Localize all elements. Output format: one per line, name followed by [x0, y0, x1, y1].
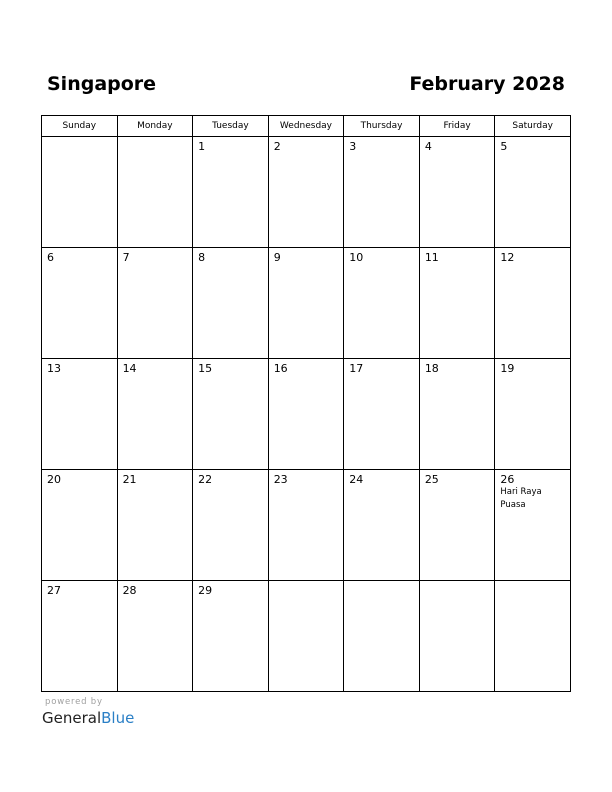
- weekday-header: Monday: [117, 116, 193, 137]
- day-cell: [344, 470, 420, 581]
- day-cell: [268, 137, 344, 248]
- day-number: [495, 581, 570, 584]
- day-cell: [117, 137, 193, 248]
- day-cell: [419, 248, 495, 359]
- day-cell: [268, 248, 344, 359]
- powered-by-text: powered by: [45, 697, 103, 707]
- day-cell: [193, 470, 269, 581]
- day-cell: [419, 581, 495, 692]
- day-number: [42, 137, 117, 140]
- day-cell: [419, 470, 495, 581]
- day-number: 23: [273, 473, 288, 486]
- day-number: 22: [198, 473, 213, 486]
- day-number: 21: [122, 473, 137, 486]
- day-number: 6: [47, 251, 54, 264]
- day-number: [344, 581, 419, 584]
- day-cell: [42, 359, 118, 470]
- generalblue-logo[interactable]: [42, 709, 134, 727]
- weekday-header: Saturday: [495, 116, 571, 137]
- weekday-header: Thursday: [344, 116, 420, 137]
- brand-name-part2: Blue: [101, 709, 135, 727]
- day-number: 20: [47, 473, 61, 486]
- day-number: 14: [122, 362, 137, 375]
- day-number: 11: [424, 251, 439, 264]
- day-cell: [193, 359, 269, 470]
- day-number: 4: [424, 140, 432, 153]
- weekday-header: Sunday: [42, 116, 118, 137]
- weekday-header: Tuesday: [193, 116, 269, 137]
- day-cell: [268, 581, 344, 692]
- day-number: 19: [500, 362, 515, 375]
- day-cell: [193, 581, 269, 692]
- day-cell: [268, 359, 344, 470]
- week-row: [42, 470, 571, 581]
- day-number: 5: [500, 140, 508, 153]
- day-number: 28: [122, 584, 137, 597]
- day-number: 9: [273, 251, 281, 264]
- day-cell: [495, 359, 571, 470]
- day-cell: [419, 137, 495, 248]
- day-cell: [344, 581, 420, 692]
- day-cell: [268, 470, 344, 581]
- day-cell: [344, 137, 420, 248]
- day-number: 16: [273, 362, 288, 375]
- day-number: 24: [349, 473, 364, 486]
- week-row: [42, 581, 571, 692]
- day-cell: [495, 248, 571, 359]
- day-cell: [42, 137, 118, 248]
- day-cell: [117, 359, 193, 470]
- day-number: 25: [424, 473, 439, 486]
- day-number: 3: [349, 140, 357, 153]
- day-cell: [495, 581, 571, 692]
- day-cell: [42, 581, 118, 692]
- brand-name-part1: General: [42, 709, 102, 727]
- day-number: 17: [349, 362, 364, 375]
- week-row: [42, 248, 571, 359]
- day-cell: [117, 470, 193, 581]
- day-cell: [344, 359, 420, 470]
- country-title: Singapore: [47, 73, 157, 95]
- day-cell: [193, 137, 269, 248]
- weekday-header-row: [42, 116, 571, 137]
- day-number: 12: [500, 251, 515, 264]
- calendar-grid: [41, 115, 571, 692]
- day-cell: [419, 359, 495, 470]
- week-row: [42, 359, 571, 470]
- day-number: [118, 137, 193, 140]
- day-number: [269, 581, 344, 584]
- day-number: 2: [273, 140, 281, 153]
- day-number: 10: [349, 251, 364, 264]
- day-number: 27: [47, 584, 61, 597]
- day-number: 7: [122, 251, 130, 264]
- day-number: 13: [47, 362, 61, 375]
- day-number: 1: [198, 140, 206, 153]
- day-cell: [42, 248, 118, 359]
- day-number: 8: [198, 251, 206, 264]
- weekday-header: Friday: [419, 116, 495, 137]
- month-year-title: February 2028: [409, 73, 565, 95]
- holiday-label: Hari Raya Puasa: [500, 487, 542, 510]
- day-number: 18: [424, 362, 439, 375]
- day-cell: [117, 581, 193, 692]
- weekday-header: Wednesday: [268, 116, 344, 137]
- day-number: [420, 581, 495, 584]
- day-cell: [42, 470, 118, 581]
- day-number: 29: [198, 584, 213, 597]
- day-cell: [495, 470, 571, 581]
- day-cell: [344, 248, 420, 359]
- day-cell: [495, 137, 571, 248]
- week-row: [42, 137, 571, 248]
- day-cell: [193, 248, 269, 359]
- day-number: 15: [198, 362, 213, 375]
- day-cell: [117, 248, 193, 359]
- day-number: 26: [500, 473, 515, 486]
